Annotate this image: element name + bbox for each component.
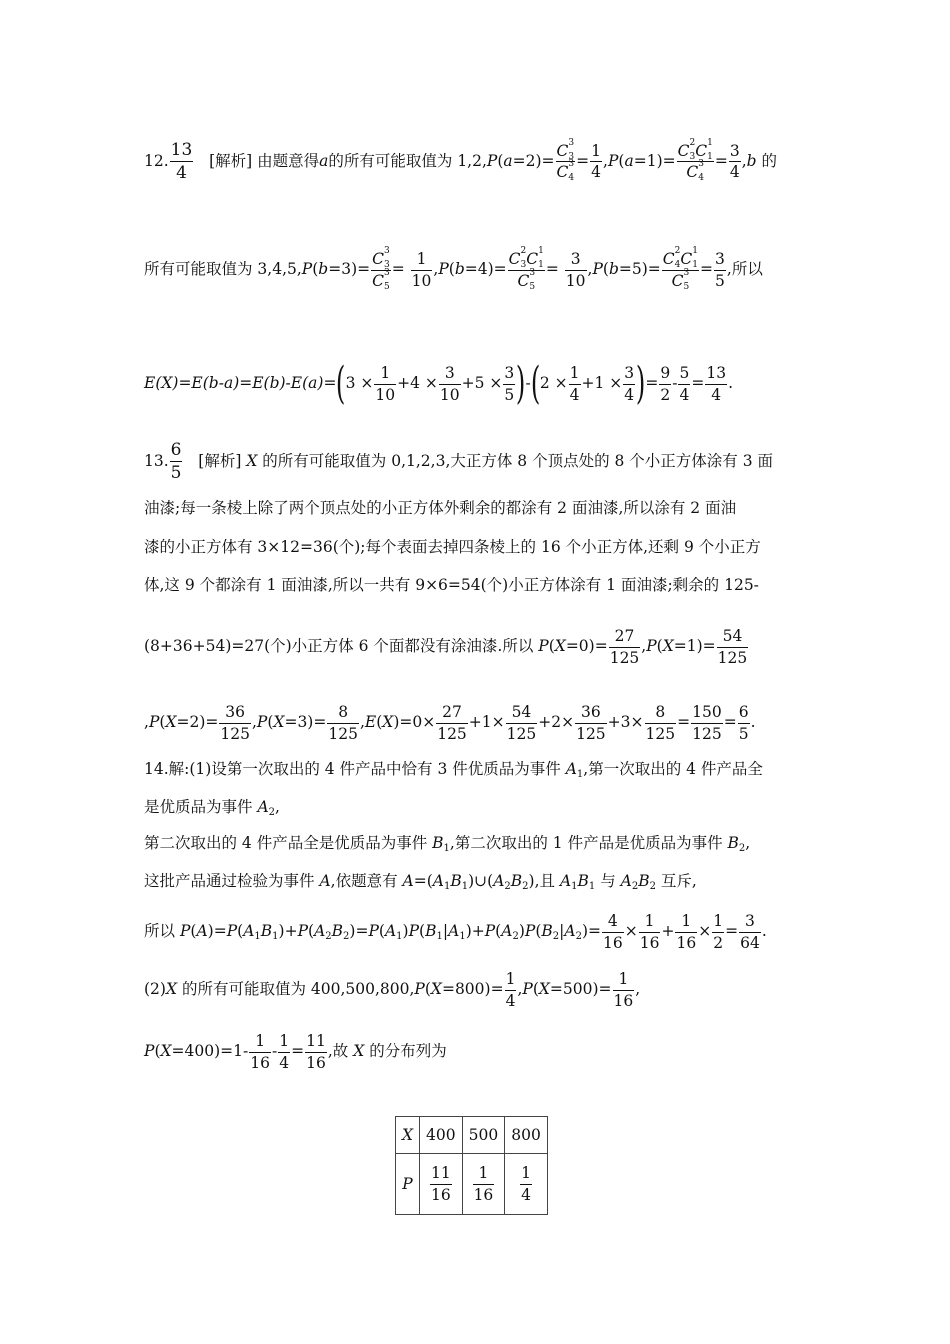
q13-line-5: (8+36+54)=27(个)小正方体 6 个面都没有涂油漆.所以 P(X=0)= $\frac{27}{125}$ ,P(X=1)= $\frac{54}{125}$ [144,627,748,667]
q13-line-3: 漆的小正方体有 3×12=36(个);每个表面去掉四条棱上的 16 个小正方体,还剩 9 个小正方 [144,538,761,556]
q14-line-2: 是优质品为事件 $A_2$, [144,798,280,818]
distribution-table [395,1116,548,1215]
table-cell: $\frac{11}{16}$ [420,1154,463,1215]
table-cell: $\frac{1}{16}$ [462,1154,505,1215]
combo-fraction-c42c11-c53: C 2 4 C 1 1 C 3 5 [662,246,699,292]
q12-number: 12. [144,151,169,170]
fraction: $\frac{3}{10}$ [565,250,586,290]
q13-line-1: 13. $\frac{6}{5}$ [解析] X 的所有可能取值为 0,1,2,3,大正方体 8 个顶点处的 8 个小正方体涂有 3 面 [144,440,774,484]
table-cell: 500 [462,1117,505,1154]
analysis-tag: [解析] [209,151,253,170]
table-cell: $\frac{1}{4}$ [505,1154,548,1215]
combo-fraction-c33-c53: C 3 3 C 3 5 [372,246,390,292]
q12-answer-fraction: $\frac{13}{4}$ [170,140,193,184]
fraction: $\frac{1}{4}$ [591,141,602,182]
q12-line-2: 所有可能取值为 3,4,5,P(b=3)= C 3 3 C 3 5 = $\frac{1}{10}$ ,P(b=4)= C 2 3 C 1 1 C 3 5 = $\frac{3}{10}$ ,P(b=5)= C 2 4 C 1 1 C 3 5 = $\frac{3}{5}$ ,所以 [144,246,763,292]
q13-line-4: 体,这 9 个都涂有 1 面油漆,所以一共有 9×6=54(个)小正方体涂有 1 面油漆;剩余的 125- [144,576,759,594]
q12-expectation-line: E(X)=E(b-a)=E(b)-E(a)=(3 × $\frac{1}{10}$ +4 × $\frac{3}{10}$ +5 × $\frac{3}{5}$ )-(2 × $\frac{1}{4}$ +1 × $\frac{3}{4}$ )= $\frac{9}{2}$ - $\frac{5}{4}$ = $\frac{13}{4}$ . [144,358,733,409]
fraction: $\frac{1}{10}$ [411,250,432,290]
q14-line-4: 这批产品通过检验为事件 A,依题意有 $A=(A_1B_1)\cup(A_2B_2)$,且 $A_1B_1$ 与 $A_2B_2$ 互斥, [144,872,697,892]
q14-line-5: 所以 $P(A)=P(A_1B_1)+P(A_2B_2)=P(A_1)P(B_1|A_1)+P(A_2)P(B_2|A_2)=$ $\frac{4}{16}$ × $\frac{1}{16}$ + $\frac{1}{16}$ × $\frac{1}{2}$ = $\frac{3}{64}$ . [144,912,767,952]
q12-line-1: 12. $\frac{13}{4}$ [解析] 由题意得a的所有可能取值为 1,2,P(a=2)= C 3 3 C 3 4 = $\frac{1}{4}$ ,P(a=1)= C 2 3 C 1 1 C 3 4 = $\frac{3}{4}$ ,b 的 [144,137,778,184]
combo-fraction-c32c11-c53: C 2 3 C 1 1 C 3 5 [508,246,544,292]
combo-fraction-c33-c43: C 3 3 C 3 4 [556,137,575,184]
table-header-row [396,1117,548,1154]
q14-line-3: 第二次取出的 4 件产品全是优质品为事件 $B_1$,第二次取出的 1 件产品是优质品为事件 $B_2$, [144,834,751,854]
table-cell: P [396,1154,420,1215]
q14-line-1: 14.解:(1)设第一次取出的 4 件产品中恰有 3 件优质品为事件 $A_1$,第一次取出的 4 件产品全 [144,760,763,780]
table-row [396,1154,548,1215]
table-cell: 400 [420,1117,463,1154]
table-cell: X [396,1117,420,1154]
fraction: $\frac{3}{5}$ [715,250,725,290]
fraction: $\frac{3}{4}$ [729,141,740,182]
combo-fraction-c32c11-c43: C 2 3 C 1 1 C 3 4 [677,137,713,184]
q13-number: 13. [144,451,169,470]
q13-line-6: ,P(X=2)= $\frac{36}{125}$ ,P(X=3)= $\frac{8}{125}$ ,E(X)=0× $\frac{27}{125}$ +1× $\frac{54}{125}$ +2× $\frac{36}{125}$ +3× $\frac{8}{125}$ = $\frac{150}{125}$ = $\frac{6}{5}$ . [144,703,756,743]
q13-line-2: 油漆;每一条棱上除了两个顶点处的小正方体外剩余的都涂有 2 面油漆,所以涂有 2 面油 [144,499,737,517]
q13-answer-fraction: $\frac{6}{5}$ [170,440,182,484]
q14-line-6: (2)X 的所有可能取值为 400,500,800,P(X=800)= $\frac{1}{4}$ ,P(X=500)= $\frac{1}{16}$ , [144,970,641,1010]
table-cell: 800 [505,1117,548,1154]
q14-line-7: P(X=400)=1- $\frac{1}{16}$ - $\frac{1}{4}$ = $\frac{11}{16}$ ,故 X 的分布列为 [144,1032,447,1072]
